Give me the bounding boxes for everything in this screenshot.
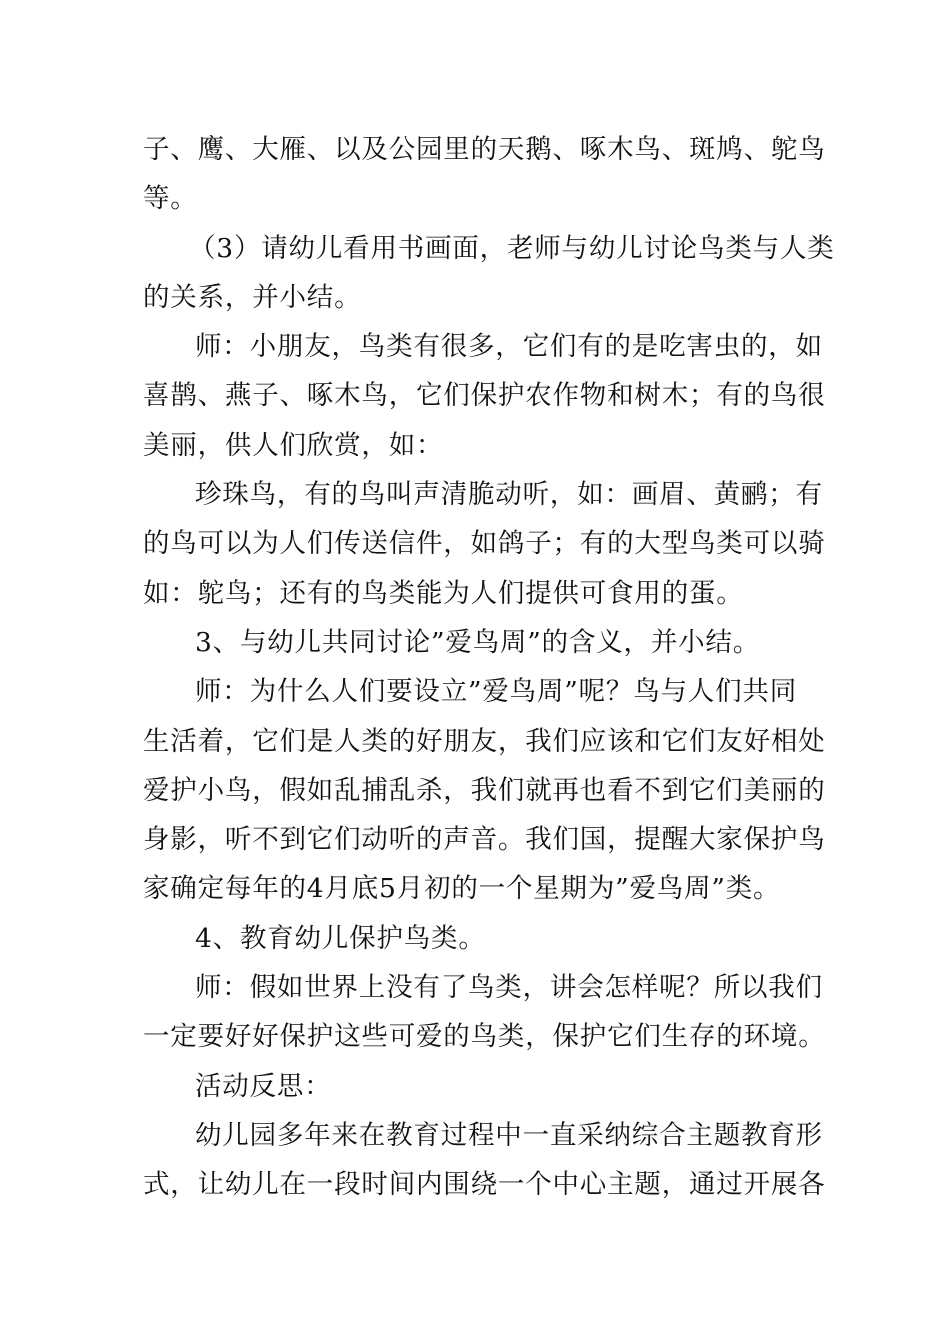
text-line: 等。: [143, 183, 198, 215]
text-line: 师：小朋友，鸟类有很多，它们有的是吃害虫的，如: [195, 331, 823, 363]
text-line: 一定要好好保护这些可爱的鸟类，保护它们生存的环境。: [143, 1021, 826, 1053]
text-line: 师：假如世界上没有了鸟类，讲会怎样呢？所以我们: [195, 972, 823, 1004]
text-line: 师：为什么人们要设立”爱鸟周”呢？鸟与人们共同: [195, 676, 797, 708]
text-line: （3）请幼儿看用书画面，老师与幼儿讨论鸟类与人类: [189, 232, 835, 264]
text-line: 爱护小鸟，假如乱捕乱杀，我们就再也看不到它们美丽的: [143, 774, 826, 806]
text-line: 珍珠鸟，有的鸟叫声清脆动听，如：画眉、黄鹂；有: [195, 479, 823, 511]
text-line: 喜鹊、燕子、啄木鸟，它们保护农作物和树木；有的鸟很: [143, 380, 826, 412]
text-line: 的关系，并小结。: [143, 281, 362, 313]
text-line: 4、教育幼儿保护鸟类。: [195, 922, 486, 954]
text-line: 生活着，它们是人类的好朋友，我们应该和它们友好相处: [143, 725, 826, 757]
text-line: 的鸟可以为人们传送信件，如鸽子；有的大型鸟类可以骑: [143, 528, 826, 560]
text-line: 3、与幼儿共同讨论”爱鸟周”的含义，并小结。: [195, 626, 761, 658]
text-line: 美丽，供人们欣赏，如：: [143, 429, 444, 461]
text-line: 活动反思：: [195, 1070, 332, 1102]
text-line: 如：鸵鸟；还有的鸟类能为人们提供可食用的蛋。: [143, 577, 744, 609]
text-line: 式，让幼儿在一段时间内围绕一个中心主题，通过开展各: [143, 1169, 826, 1201]
text-line: 身影，听不到它们动听的声音。我们国，提醒大家保护鸟: [143, 824, 826, 856]
text-line: 子、鹰、大雁、以及公园里的天鹅、啄木鸟、斑鸠、鸵鸟: [143, 134, 826, 165]
text-line: 家确定每年的4月底5月初的一个星期为”爱鸟周”类。: [143, 873, 781, 905]
document-body: [143, 125, 835, 1210]
text-line: 幼儿园多年来在教育过程中一直采纳综合主题教育形: [195, 1119, 823, 1151]
